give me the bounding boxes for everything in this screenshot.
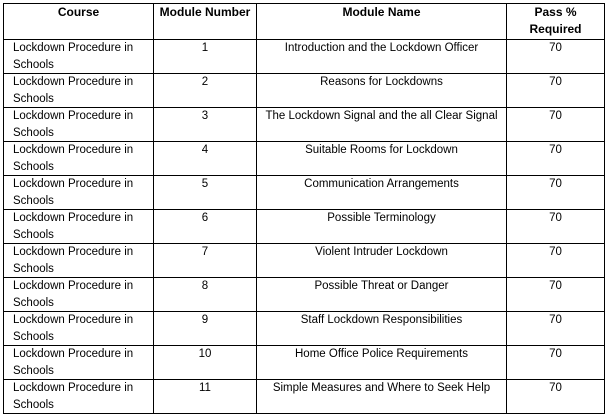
cell-pass-required: 70: [507, 176, 605, 210]
cell-module-number: 10: [154, 346, 257, 380]
cell-module-number: 3: [154, 108, 257, 142]
table-row: [4, 346, 605, 380]
table-row: [4, 244, 605, 278]
table-row: [4, 380, 605, 414]
cell-course: Lockdown Procedure in Schools: [4, 176, 154, 210]
cell-module-name: Introduction and the Lockdown Officer: [257, 40, 507, 74]
cell-module-number: 8: [154, 278, 257, 312]
cell-module-number: 6: [154, 210, 257, 244]
table-row: [4, 210, 605, 244]
cell-module-name: Reasons for Lockdowns: [257, 74, 507, 108]
modules-table: [3, 3, 605, 414]
cell-module-name: Simple Measures and Where to Seek Help: [257, 380, 507, 414]
cell-course: Lockdown Procedure in Schools: [4, 312, 154, 346]
cell-course: Lockdown Procedure in Schools: [4, 74, 154, 108]
cell-course: Lockdown Procedure in Schools: [4, 346, 154, 380]
cell-module-name: Staff Lockdown Responsibilities: [257, 312, 507, 346]
cell-pass-required: 70: [507, 244, 605, 278]
cell-course: Lockdown Procedure in Schools: [4, 108, 154, 142]
header-pass-required: Pass % Required: [507, 4, 605, 40]
cell-pass-required: 70: [507, 40, 605, 74]
cell-course: Lockdown Procedure in Schools: [4, 142, 154, 176]
cell-pass-required: 70: [507, 74, 605, 108]
cell-module-name: Violent Intruder Lockdown: [257, 244, 507, 278]
cell-pass-required: 70: [507, 142, 605, 176]
cell-module-number: 11: [154, 380, 257, 414]
cell-module-number: 9: [154, 312, 257, 346]
modules-table-container: [3, 3, 604, 414]
cell-course: Lockdown Procedure in Schools: [4, 380, 154, 414]
table-body: [4, 40, 605, 414]
header-module-name: Module Name: [257, 4, 507, 40]
cell-module-number: 5: [154, 176, 257, 210]
table-row: [4, 74, 605, 108]
table-row: [4, 40, 605, 74]
cell-module-name: Possible Terminology: [257, 210, 507, 244]
cell-course: Lockdown Procedure in Schools: [4, 244, 154, 278]
cell-course: Lockdown Procedure in Schools: [4, 210, 154, 244]
table-row: [4, 108, 605, 142]
cell-module-name: Communication Arrangements: [257, 176, 507, 210]
header-course: Course: [4, 4, 154, 40]
cell-pass-required: 70: [507, 210, 605, 244]
cell-pass-required: 70: [507, 346, 605, 380]
table-row: [4, 176, 605, 210]
cell-module-name: Home Office Police Requirements: [257, 346, 507, 380]
cell-course: Lockdown Procedure in Schools: [4, 40, 154, 74]
cell-course: Lockdown Procedure in Schools: [4, 278, 154, 312]
cell-pass-required: 70: [507, 380, 605, 414]
cell-module-number: 4: [154, 142, 257, 176]
header-row: [4, 4, 605, 40]
cell-pass-required: 70: [507, 108, 605, 142]
header-module-number: Module Number: [154, 4, 257, 40]
cell-pass-required: 70: [507, 312, 605, 346]
cell-module-number: 7: [154, 244, 257, 278]
cell-pass-required: 70: [507, 278, 605, 312]
table-row: [4, 278, 605, 312]
table-header: [4, 4, 605, 40]
cell-module-name: Possible Threat or Danger: [257, 278, 507, 312]
cell-module-name: Suitable Rooms for Lockdown: [257, 142, 507, 176]
cell-module-name: The Lockdown Signal and the all Clear Signal: [257, 108, 507, 142]
table-row: [4, 142, 605, 176]
cell-module-number: 1: [154, 40, 257, 74]
cell-module-number: 2: [154, 74, 257, 108]
table-row: [4, 312, 605, 346]
